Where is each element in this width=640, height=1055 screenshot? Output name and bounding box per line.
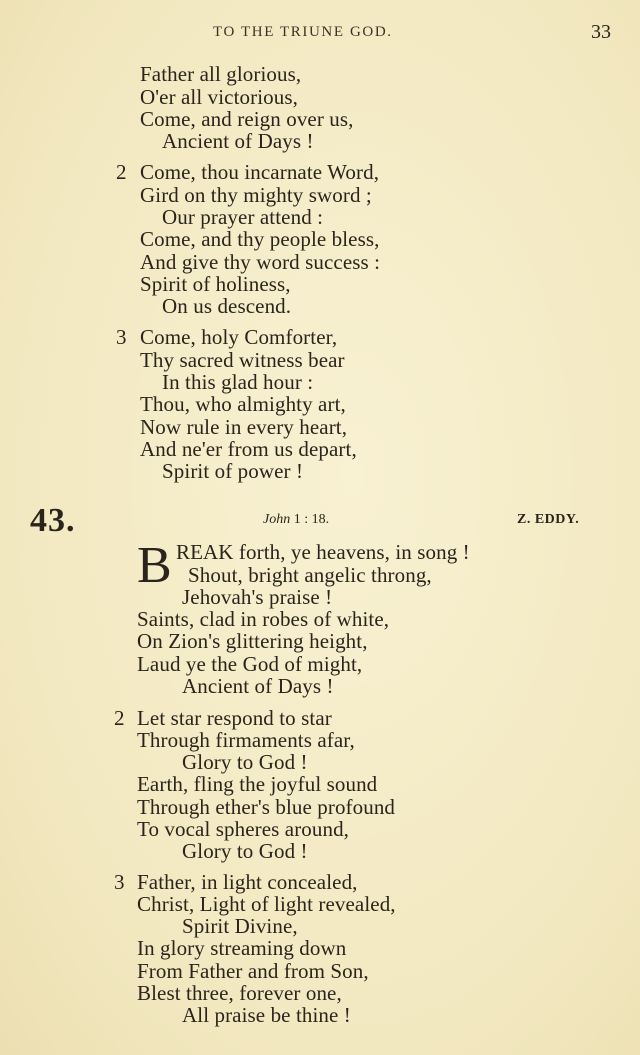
verse-line: Jehovah's praise ! <box>182 585 333 609</box>
stanza-number: 3 <box>114 870 125 894</box>
scripture-reference <box>263 512 329 528</box>
author-name: Z. EDDY. <box>517 512 580 527</box>
scripture-verse: 1 : 18. <box>293 512 330 527</box>
verse-line: Saints, clad in robes of white, <box>137 607 390 631</box>
verse-line: Shout, bright angelic throng, <box>188 563 432 587</box>
verse-line: Glory to God ! <box>182 750 308 774</box>
stanza-number: 2 <box>116 160 127 184</box>
running-title: TO THE TRIUNE GOD. <box>213 24 393 40</box>
verse-line: Come, thou incarnate Word, <box>140 160 380 184</box>
verse-line: All praise be thine ! <box>182 1003 351 1027</box>
verse-line: In this glad hour : <box>162 370 314 394</box>
verse-line: Spirit of power ! <box>162 459 304 483</box>
verse-line: Earth, fling the joyful sound <box>137 772 378 796</box>
verse-line: Come, and reign over us, <box>140 107 354 131</box>
verse-line: Laud ye the God of might, <box>137 652 363 676</box>
verse-line: Ancient of Days ! <box>182 674 334 698</box>
verse-line: Ancient of Days ! <box>162 129 314 153</box>
verse-line: Come, and thy people bless, <box>140 227 380 251</box>
verse-line: To vocal spheres around, <box>137 817 350 841</box>
stanza-number: 3 <box>116 325 127 349</box>
stanza-number: 2 <box>114 706 125 730</box>
verse-line: Spirit of holiness, <box>140 272 291 296</box>
verse-line: And ne'er from us depart, <box>140 437 357 461</box>
verse-line: Thou, who almighty art, <box>140 392 346 416</box>
verse-line: Come, holy Comforter, <box>140 325 338 349</box>
verse-line: Thy sacred witness bear <box>140 348 345 372</box>
page-number: 33 <box>591 21 611 43</box>
verse-line: Glory to God ! <box>182 839 308 863</box>
verse-line: Through ether's blue profound <box>137 795 396 819</box>
verse-line: REAK forth, ye heavens, in song ! <box>176 540 470 564</box>
verse-line: O'er all victorious, <box>140 85 298 109</box>
verse-line: And give thy word success : <box>140 250 381 274</box>
verse-line: Our prayer attend : <box>162 205 324 229</box>
drop-cap: B <box>137 537 172 594</box>
verse-line: Spirit Divine, <box>182 914 298 938</box>
verse-line: On us descend. <box>162 294 292 318</box>
verse-line: Father, in light concealed, <box>137 870 358 894</box>
verse-line: Let star respond to star <box>137 706 332 730</box>
verse-line: In glory streaming down <box>137 936 347 960</box>
verse-line: Christ, Light of light revealed, <box>137 892 396 916</box>
verse-line: Father all glorious, <box>140 62 302 86</box>
verse-line: On Zion's glittering height, <box>137 629 368 653</box>
verse-line: Now rule in every heart, <box>140 415 348 439</box>
verse-line: Gird on thy mighty sword ; <box>140 183 372 207</box>
verse-line: Through firmaments afar, <box>137 728 355 752</box>
hymn-number: 43. <box>30 502 76 539</box>
scripture-book: John <box>263 512 291 527</box>
verse-line: Blest three, forever one, <box>137 981 342 1005</box>
verse-line: From Father and from Son, <box>137 959 369 983</box>
